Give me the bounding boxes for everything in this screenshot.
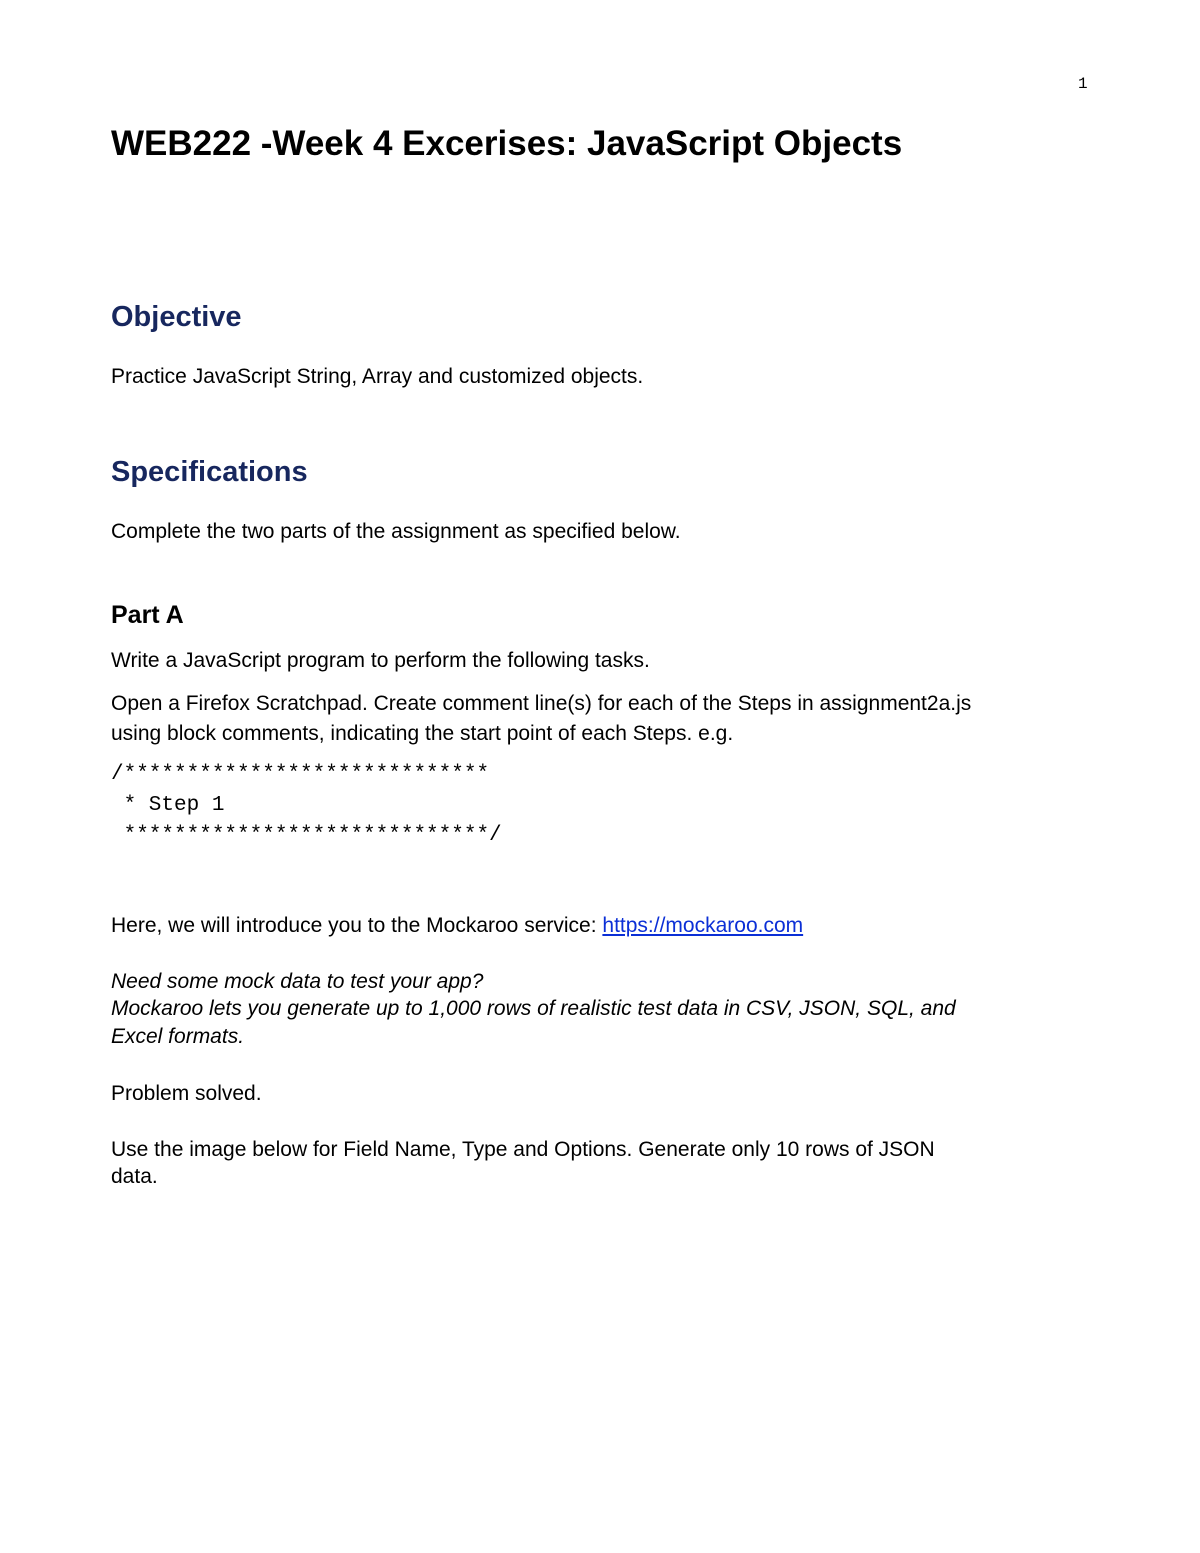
- objective-text: Practice JavaScript String, Array and customized objects.: [111, 365, 644, 388]
- use-image-line-1: Use the image below for Field Name, Type and Options. Generate only 10 rows of JSON: [111, 1138, 935, 1161]
- part-a-instruction-line-1: Open a Firefox Scratchpad. Create comment line(s) for each of the Steps in assignment2a.js: [111, 692, 972, 715]
- quote-line-1: Need some mock data to test your app?: [111, 970, 484, 993]
- mockaroo-intro-text: Here, we will introduce you to the Mockaroo service:: [111, 914, 603, 937]
- code-comment-line-2: * Step 1: [111, 794, 225, 817]
- problem-solved-text: Problem solved.: [111, 1082, 262, 1105]
- document-title: WEB222 -Week 4 Excerises: JavaScript Objects: [111, 124, 903, 163]
- mockaroo-intro: [111, 911, 803, 941]
- use-image-line-2: data.: [111, 1165, 158, 1188]
- part-a-instruction-line-2: using block comments, indicating the start point of each Steps. e.g.: [111, 722, 734, 745]
- part-a-intro: Write a JavaScript program to perform the following tasks.: [111, 649, 650, 672]
- code-comment-line-1: /*****************************: [111, 763, 490, 786]
- page-number: 1: [1078, 75, 1088, 93]
- quote-line-3: Excel formats.: [111, 1025, 245, 1048]
- code-comment-line-3: *****************************/: [111, 824, 502, 847]
- objective-heading: Objective: [111, 301, 242, 333]
- mockaroo-link[interactable]: https://mockaroo.com: [602, 914, 804, 937]
- specifications-heading: Specifications: [111, 456, 308, 488]
- part-a-heading: Part A: [111, 601, 184, 629]
- specifications-text: Complete the two parts of the assignment as specified below.: [111, 520, 681, 543]
- quote-line-2: Mockaroo lets you generate up to 1,000 rows of realistic test data in CSV, JSON, SQL, and: [111, 997, 956, 1020]
